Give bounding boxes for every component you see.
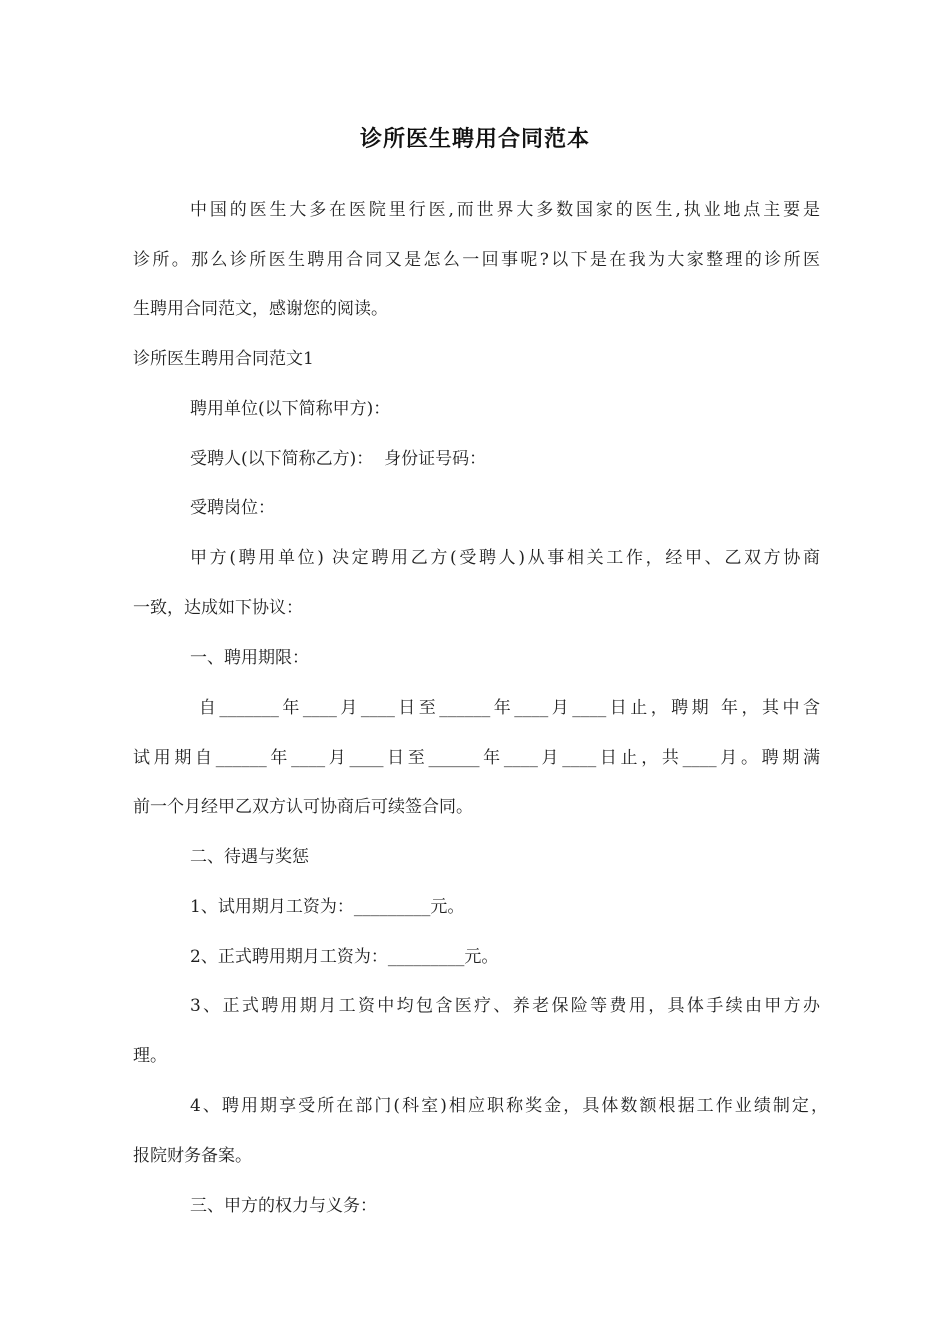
paragraph-line: 自_______年____月____日至______年____月____日止，聘期 年，其中含: [190, 698, 820, 718]
clause-heading: 二、待遇与奖惩: [190, 847, 309, 867]
clause-heading: 三、甲方的权力与义务：: [190, 1196, 377, 1216]
paragraph-line: 中国的医生大多在医院里行医,而世界大多数国家的医生,执业地点主要是: [190, 200, 820, 220]
paragraph-line: 受聘人(以下简称乙方)： 身份证号码：: [190, 449, 487, 469]
paragraph-line: 诊所。那么诊所医生聘用合同又是怎么一回事呢?以下是在我为大家整理的诊所医: [133, 250, 820, 270]
clause-heading: 一、聘用期限：: [190, 648, 309, 668]
paragraph-line: 试用期自______年____月____日至______年____月____日止，共____月。聘期满: [133, 748, 820, 768]
paragraph-line: 聘用单位(以下简称甲方)：: [190, 399, 391, 419]
paragraph-line: 甲方(聘用单位) 决定聘用乙方(受聘人)从事相关工作，经甲、乙双方协商: [190, 548, 820, 568]
paragraph-line: 受聘岗位：: [190, 498, 275, 518]
paragraph-line: 生聘用合同范文，感谢您的阅读。: [133, 299, 388, 319]
section-heading: 诊所医生聘用合同范文1: [133, 349, 314, 369]
paragraph-line: 3、正式聘用期月工资中均包含医疗、养老保险等费用，具体手续由甲方办: [190, 996, 820, 1016]
paragraph-line: 理。: [133, 1046, 167, 1066]
paragraph-line: 前一个月经甲乙双方认可协商后可续签合同。: [133, 797, 473, 817]
paragraph-line: 4、聘用期享受所在部门(科室)相应职称奖金，具体数额根据工作业绩制定，: [190, 1096, 828, 1116]
paragraph-line: 1、试用期月工资为：_________元。: [190, 897, 465, 917]
paragraph-line: 报院财务备案。: [133, 1146, 252, 1166]
document-title: 诊所医生聘用合同范本: [359, 127, 590, 152]
paragraph-line: 一致，达成如下协议：: [133, 598, 303, 618]
paragraph-line: 2、正式聘用期月工资为：_________元。: [190, 947, 499, 967]
